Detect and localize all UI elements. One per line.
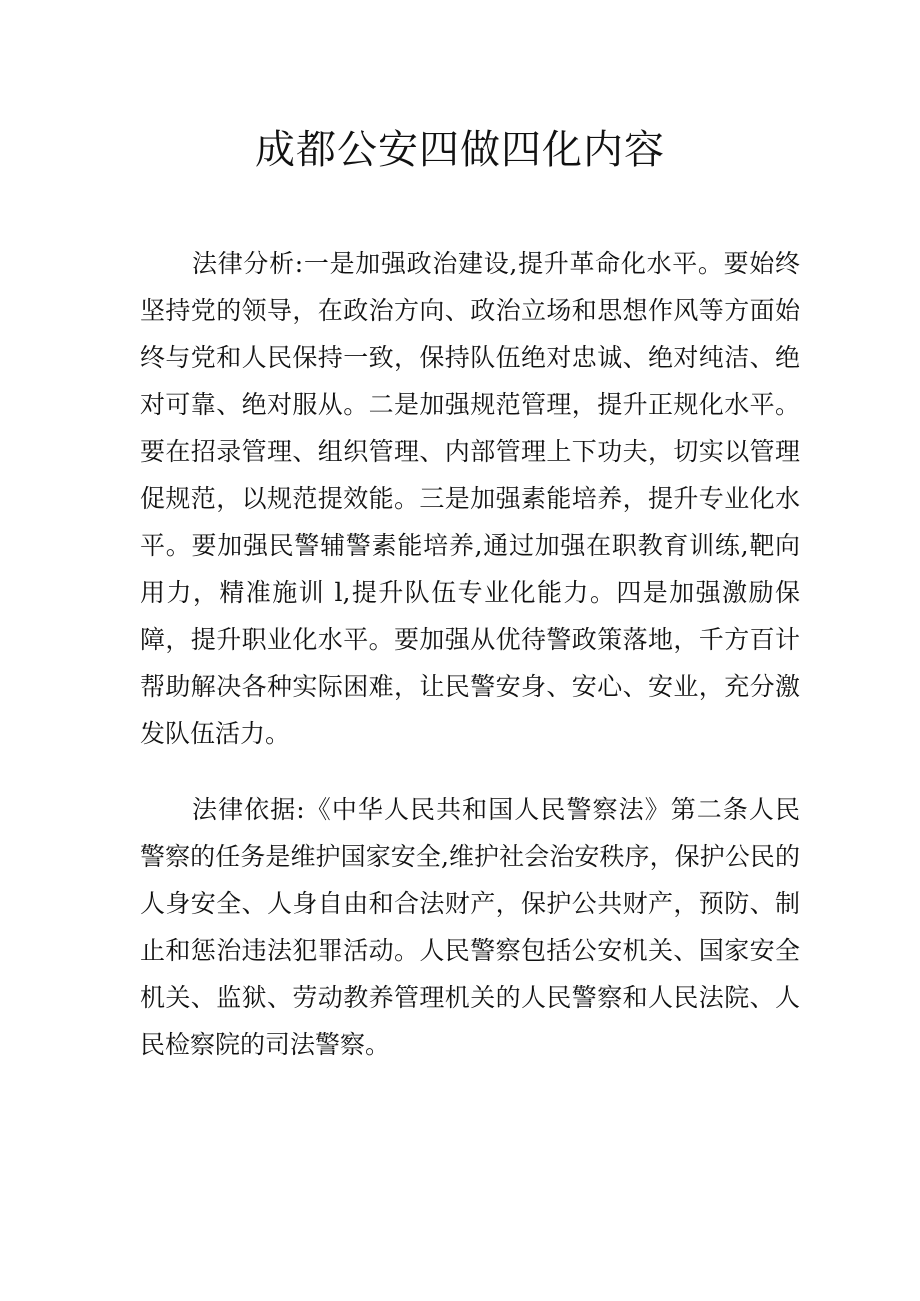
paragraph-legal-analysis: 法律分析:一是加强政治建设,提升革命化水平。要始终坚持党的领导，在政治方向、政治立场和思想作风等方面始终与党和人民保持一致，保持队伍绝对忠诚、绝对纯洁、绝对可靠、绝对服从。二是加强规范管理，提升正规化水平。要在招录管理、组织管理、内部管理上下功夫，切实以管理促规范，以规范提效能。三是加强素能培养，提升专业化水平。要加强民警辅警素能培养,通过加强在职教育训练,靶向用力，精准施训 l,提升队伍专业化能力。四是加强激励保障，提升职业化水平。要加强从优待警政策落地，千方百计帮助解决各种实际困难，让民警安身、安心、安业，充分激发队伍活力。 — [140, 249, 800, 748]
paragraph-legal-basis: 法律依据:《中华人民共和国人民警察法》第二条人民警察的任务是维护国家安全,维护社会治安秩序，保护公民的人身安全、人身自由和合法财产，保护公共财产，预防、制止和惩治违法犯罪活动。人民警察包括公安机关、国家安全机关、监狱、劳动教养管理机关的人民警察和人民法院、人民检察院的司法警察。 — [140, 795, 800, 1059]
document-title: 成都公安四做四化内容 — [255, 127, 665, 173]
